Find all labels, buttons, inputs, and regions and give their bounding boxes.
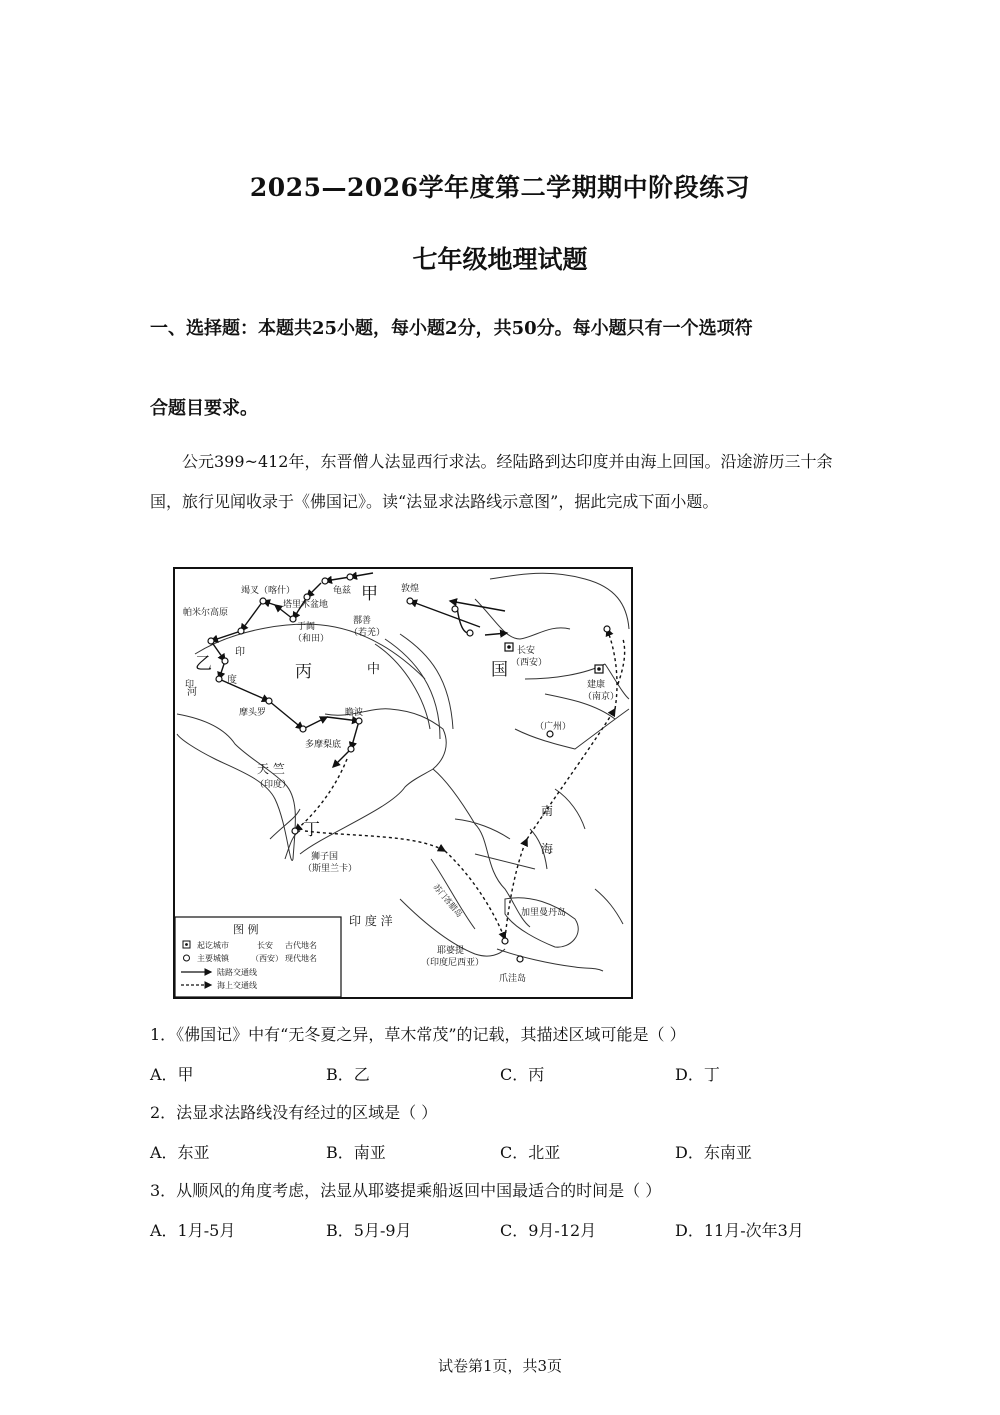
legend-start-city: 起讫城市 <box>197 941 229 950</box>
map-label-guangzhou: （广州） <box>535 722 572 732</box>
q1-option-a[interactable]: A．甲 <box>150 1065 194 1084</box>
q2-option-d[interactable]: D．东南亚 <box>675 1143 752 1162</box>
section-heading-line1: 一、选择题：本题共25小题，每小题2分，共50分。每小题只有一个选项符 <box>150 318 753 339</box>
sea-route-lines <box>295 629 625 939</box>
legend-modern-name: 现代地名 <box>285 954 317 963</box>
map-label-yi: 乙 <box>195 654 212 674</box>
legend-sea-route: 海上交通线 <box>217 981 257 990</box>
map-label-jiankang-modern: （南京） <box>583 692 620 702</box>
q3-option-b[interactable]: B．5月-9月 <box>326 1221 412 1240</box>
map-label-khotan-modern: （和田） <box>293 634 330 644</box>
question-1: 1．《佛国记》中有“无冬夏之异，草木常茂”的记载，其描述区域可能是（ ） <box>150 1025 686 1044</box>
map-label-taklimakan: 塔里木盆地 <box>283 600 329 610</box>
map-label-tianzhu: 天 竺 <box>257 762 285 776</box>
route-map <box>173 567 633 999</box>
q1-option-c[interactable]: C．丙 <box>500 1065 545 1084</box>
map-label-indian-ocean: 印 度 洋 <box>349 914 393 928</box>
q2-option-a[interactable]: A．东亚 <box>150 1143 210 1162</box>
map-label-hai: 海 <box>541 842 554 856</box>
map-label-java: 爪洼岛 <box>499 974 527 984</box>
q2-option-c[interactable]: C．北亚 <box>500 1143 561 1162</box>
legend-example-ancient: 长安 <box>257 941 273 950</box>
map-label-khotan: 于阗 <box>297 622 316 632</box>
map-label-champa: 瞻波 <box>345 708 364 718</box>
map-label-zhong: 中 <box>367 662 381 677</box>
legend-land-route: 陆路交通线 <box>217 968 257 977</box>
map-label-pamir: 帕米尔高原 <box>183 608 229 618</box>
q1-option-d[interactable]: D．丁 <box>675 1065 720 1084</box>
land-route-lines <box>211 573 507 767</box>
legend-title: 图 例 <box>233 923 259 936</box>
exam-title: 2025—2026学年度第二学期期中阶段练习 <box>249 173 751 202</box>
map-label-nan: 南 <box>541 804 554 818</box>
exam-subtitle: 七年级地理试题 <box>412 245 588 274</box>
map-label-he: 河 <box>187 687 197 698</box>
legend-ancient-name: 古代地名 <box>285 941 317 950</box>
question-2: 2．法显求法路线没有经过的区域是（ ） <box>150 1103 438 1122</box>
map-label-changan: 长安 <box>517 646 536 656</box>
map-label-shanshan-modern: （若羌） <box>349 628 386 638</box>
map-label-changan-modern: （西安） <box>511 658 548 668</box>
map-label-dunhuang: 敦煌 <box>401 584 420 594</box>
map-label-lanka-modern: （斯里兰卡） <box>303 864 358 874</box>
map-label-ding: 丁 <box>303 820 320 840</box>
map-label-jia: 甲 <box>361 584 378 604</box>
intro-paragraph: 公元399~412年，东晋僧人法显西行求法。经陆路到达印度并由海上回国。沿途游历三十余国，旅行见闻收录于《佛国记》。读“法显求法路线示意图”，据此完成下面小题。 <box>150 452 833 511</box>
map-label-mathura: 摩头罗 <box>239 708 267 718</box>
q1-option-b[interactable]: B．乙 <box>326 1065 370 1084</box>
map-label-yepoti-modern: （印度尼西亚） <box>421 958 485 968</box>
map-label-tianzhu-modern: （印度） <box>255 780 292 790</box>
route-map-svg <box>175 569 631 997</box>
map-label-bing: 丙 <box>295 662 312 682</box>
map-label-lanka: 狮子国 <box>311 852 339 862</box>
legend-main-town: 主要城镇 <box>197 954 229 963</box>
q3-option-c[interactable]: C．9月-12月 <box>500 1221 597 1240</box>
map-label-du: 度 <box>227 675 237 686</box>
question-3: 3．从顺风的角度考虑，法显从耶婆提乘船返回中国最适合的时间是（ ） <box>150 1181 662 1200</box>
q3-option-d[interactable]: D．11月-次年3月 <box>675 1221 804 1240</box>
map-label-sumatra: 苏门答腊岛 <box>431 882 465 919</box>
q3-option-a[interactable]: A．1月-5月 <box>150 1221 236 1240</box>
page-footer: 试卷第1页，共3页 <box>437 1357 563 1375</box>
section-heading-line2: 合题目要求。 <box>150 398 258 419</box>
map-label-yinhe: 印 <box>185 680 195 690</box>
map-label-jiankang: 建康 <box>587 680 606 690</box>
map-label-shanshan: 鄯善 <box>353 616 372 626</box>
q2-option-b[interactable]: B．南亚 <box>326 1143 386 1162</box>
map-label-guo: 国 <box>491 660 508 680</box>
map-label-yin: 印 <box>235 647 245 658</box>
map-label-kashi: 竭叉（喀什） <box>241 586 296 596</box>
map-label-tamralipti: 多摩梨底 <box>305 740 342 750</box>
map-label-yepoti: 耶婆提 <box>437 946 465 956</box>
map-label-qiuci: 龟兹 <box>333 586 352 596</box>
map-label-kalimantan: 加里曼丹岛 <box>521 908 567 918</box>
legend-example-modern: （西安） <box>251 954 283 963</box>
map-legend <box>175 917 341 997</box>
